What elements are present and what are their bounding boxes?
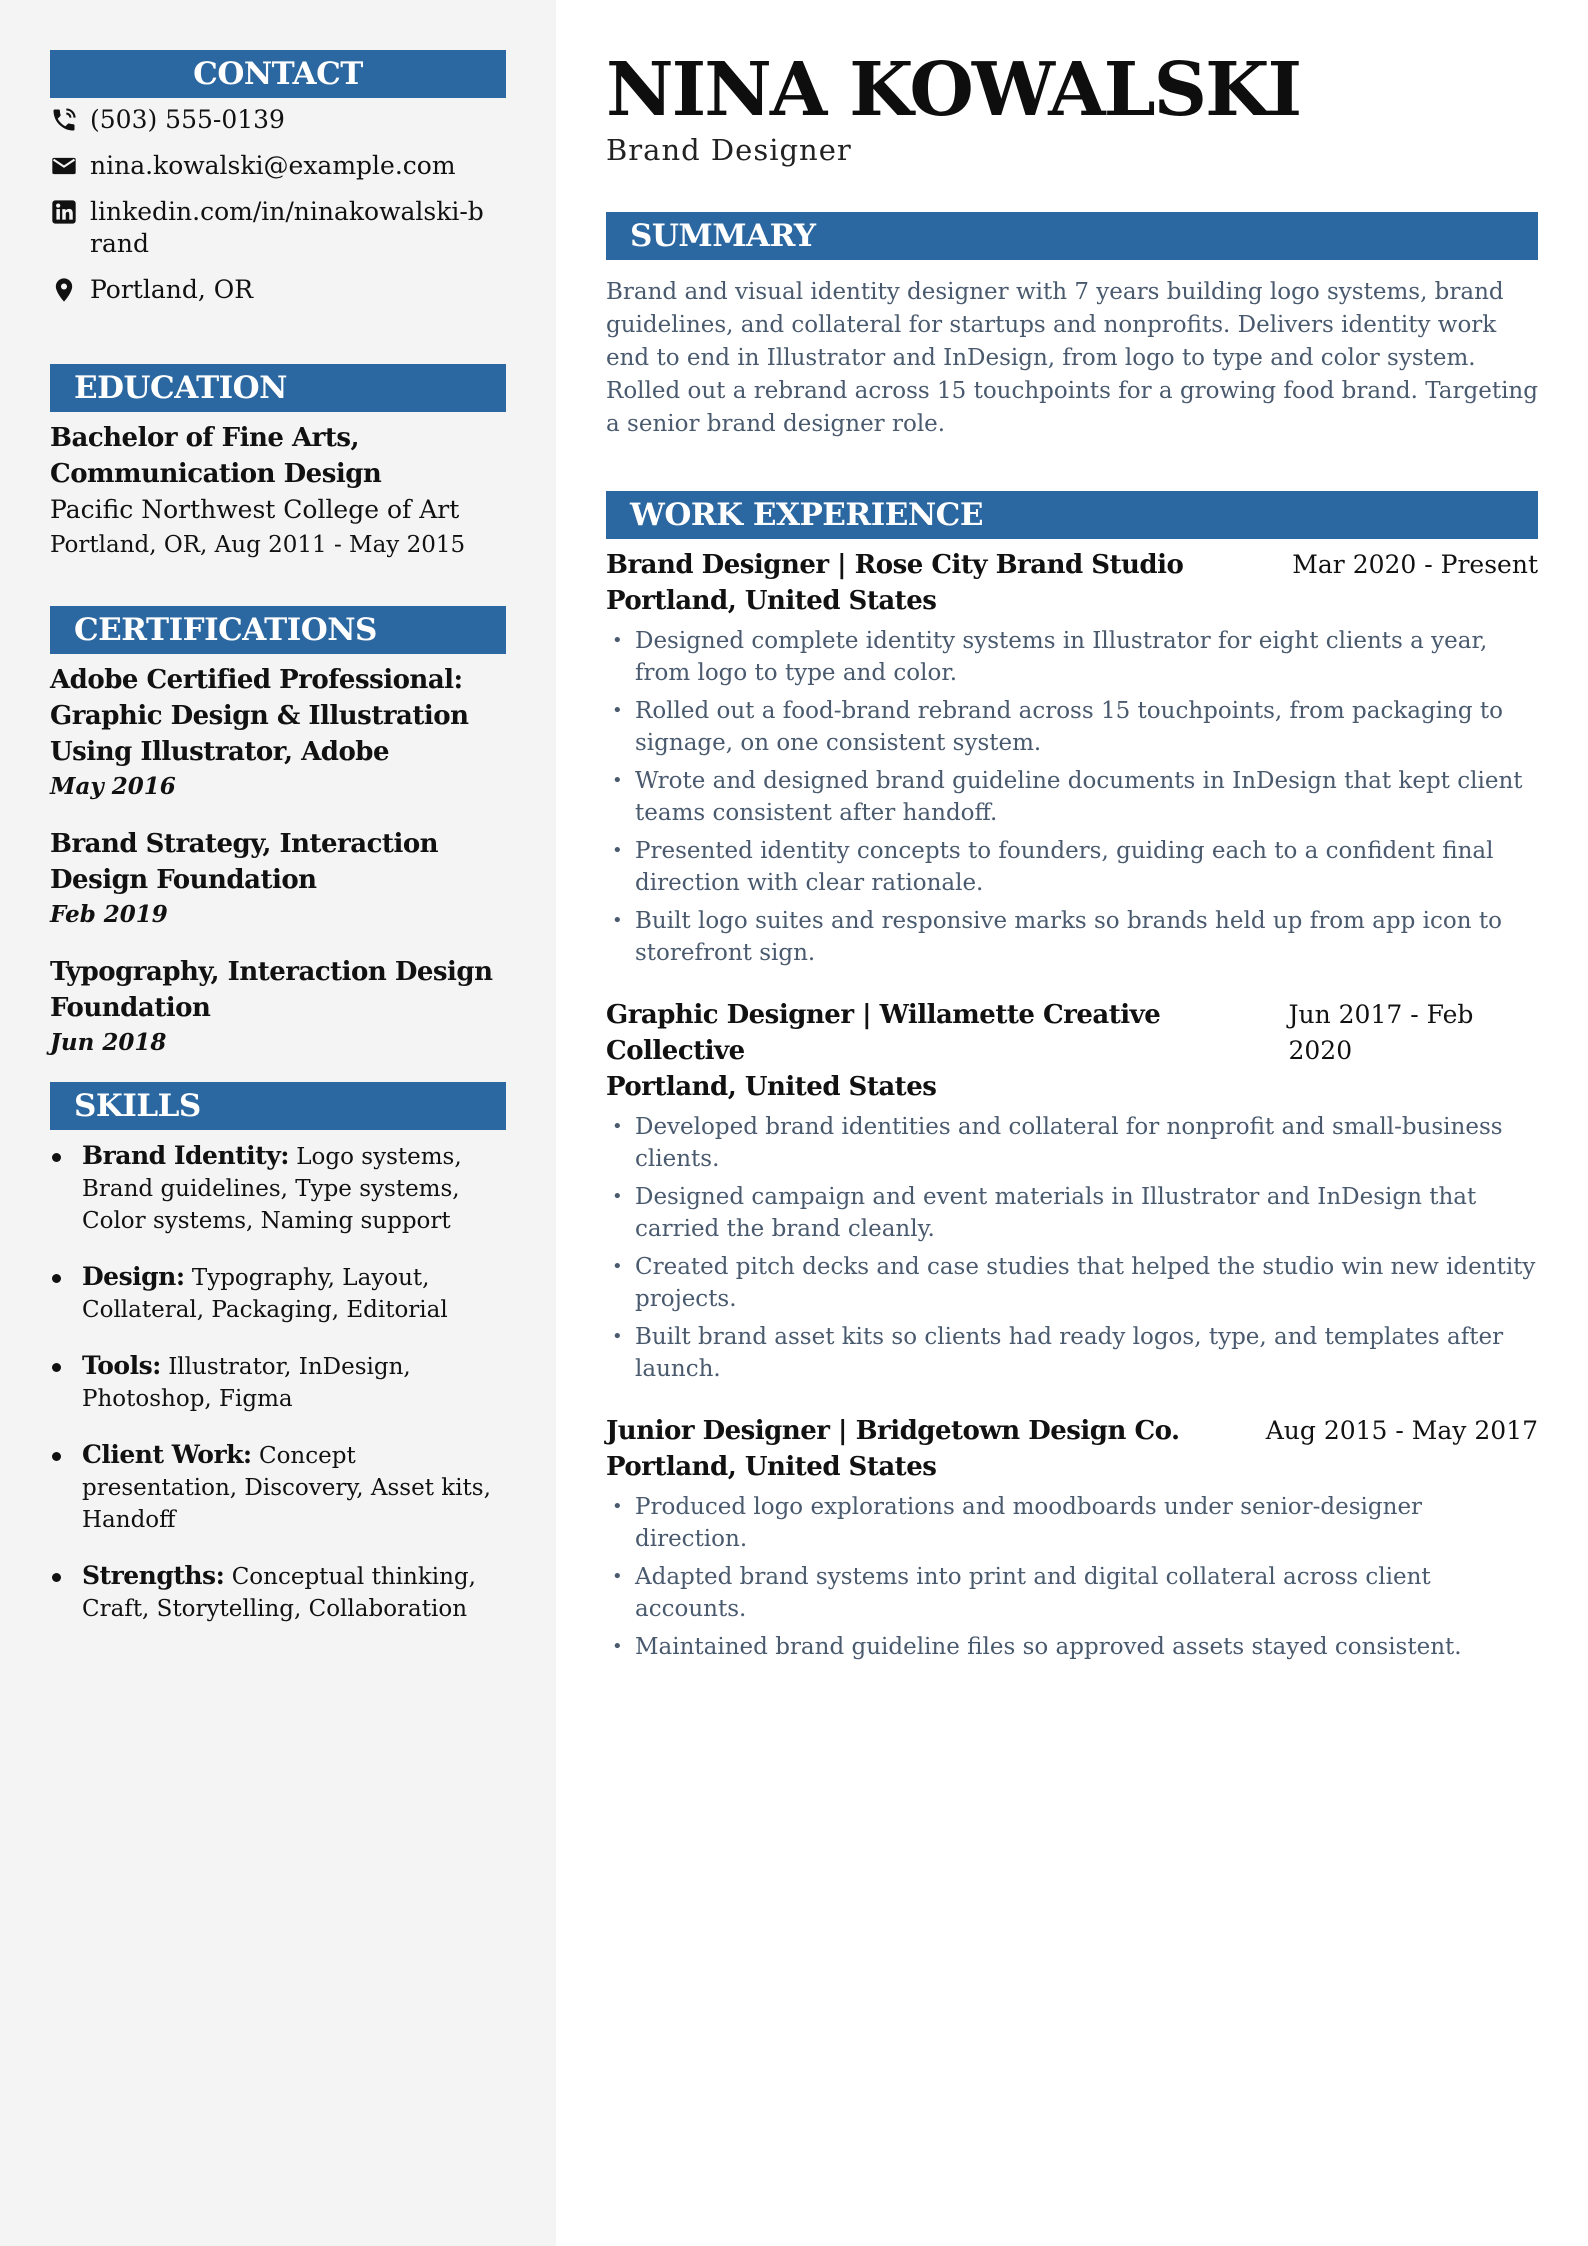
job-bullet: • Built brand asset kits so clients had ready logos, type, and templates after launch. — [606, 1321, 1538, 1385]
certifications-list — [50, 662, 506, 1060]
skills-heading: SKILLS — [50, 1082, 506, 1130]
education-entry — [50, 420, 506, 562]
job-bullet: • Developed brand identities and collateral for nonprofit and small-business clients. — [606, 1111, 1538, 1175]
certification-name: Brand Strategy, Interaction Design Foundation — [50, 829, 439, 895]
job-bullet: • Maintained brand guideline files so approved assets stayed consistent. — [606, 1631, 1538, 1663]
certification-date: Feb 2019 — [50, 901, 168, 928]
contact-email-text[interactable]: nina.kowalski@example.com — [90, 151, 456, 180]
candidate-name: NINA KOWALSKI — [606, 47, 1301, 133]
skill-item — [50, 1439, 506, 1536]
skill-value: Logo systems, Brand guidelines, Type systems, Color systems, Naming support — [82, 1144, 462, 1234]
job-title: Junior Designer | Bridgetown Design Co. — [606, 1416, 1180, 1446]
skill-label: Client Work: — [82, 1440, 252, 1469]
skill-item — [50, 1350, 506, 1415]
job-dates: Aug 2015 - May 2017 — [1265, 1416, 1538, 1445]
skill-label: Strengths: — [82, 1561, 225, 1590]
education-heading: EDUCATION — [50, 364, 506, 412]
job-dates: Mar 2020 - Present — [1292, 550, 1538, 579]
job-bullet: • Presented identity concepts to founders, guiding each to a confident final direction with clear rationale. — [606, 835, 1538, 899]
skill-value: Conceptual thinking, Craft, Storytelling, Collaboration — [82, 1564, 476, 1622]
contact-linkedin — [50, 196, 506, 260]
job-bullet: • Produced logo explorations and moodboards under senior-designer direction. — [606, 1491, 1538, 1555]
summary-heading: SUMMARY — [606, 212, 1538, 260]
work-heading: WORK EXPERIENCE — [606, 491, 1538, 539]
certification-item — [50, 954, 506, 1060]
job-entry — [606, 547, 1538, 969]
skill-label: Design: — [82, 1262, 185, 1291]
skill-item — [50, 1140, 506, 1237]
job-bullet: • Designed campaign and event materials in Illustrator and InDesign that carried the brand cleanly. — [606, 1181, 1538, 1245]
linkedin-icon — [50, 196, 80, 228]
job-bullet: • Designed complete identity systems in Illustrator for eight clients a year, from logo to type and color. — [606, 625, 1538, 689]
skills-list — [50, 1140, 506, 1625]
job-bullets — [606, 1491, 1538, 1663]
job-bullets — [606, 1111, 1538, 1385]
education-school: Pacific Northwest College of Art — [50, 495, 460, 524]
skill-item — [50, 1560, 506, 1625]
sidebar-content — [50, 50, 506, 1649]
job-location: Portland, United States — [606, 1452, 937, 1482]
job-bullet: • Created pitch decks and case studies that helped the studio win new identity projects. — [606, 1251, 1538, 1315]
email-icon — [50, 150, 80, 182]
job-bullet: • Rolled out a food-brand rebrand across 15 touchpoints, from packaging to signage, on one consistent system. — [606, 695, 1538, 759]
certification-date: May 2016 — [50, 773, 176, 800]
skill-value: Typography, Layout, Collateral, Packaging, Editorial — [82, 1265, 448, 1323]
certifications-heading: CERTIFICATIONS — [50, 606, 506, 654]
certification-name: Typography, Interaction Design Foundation — [50, 957, 493, 1023]
job-location: Portland, United States — [606, 586, 937, 616]
contact-email — [50, 150, 506, 182]
job-header — [606, 1413, 1538, 1449]
contact-list — [50, 104, 506, 306]
education-degree: Bachelor of Fine Arts, Communication Design — [50, 423, 382, 489]
certification-name: Adobe Certified Professional: Graphic Design & Illustration Using Illustrator, Adobe — [50, 665, 469, 767]
job-location: Portland, United States — [606, 1072, 937, 1102]
job-bullet: • Built logo suites and responsive marks so brands held up from app icon to storefront sign. — [606, 905, 1538, 969]
certification-item — [50, 662, 506, 804]
job-dates: Jun 2017 - Feb 2020 — [1288, 1000, 1474, 1065]
skill-item — [50, 1261, 506, 1326]
skill-label: Brand Identity: — [82, 1141, 289, 1170]
skill-value: Concept presentation, Discovery, Asset kits, Handoff — [82, 1443, 491, 1533]
job-bullet: • Adapted brand systems into print and digital collateral across client accounts. — [606, 1561, 1538, 1625]
phone-icon — [50, 104, 80, 136]
job-bullet: • Wrote and designed brand guideline documents in InDesign that kept client teams consistent after handoff. — [606, 765, 1538, 829]
skill-label: Tools: — [82, 1351, 161, 1380]
certification-date: Jun 2018 — [50, 1029, 167, 1056]
contact-location — [50, 274, 506, 306]
contact-heading: CONTACT — [50, 50, 506, 98]
skill-value: Illustrator, InDesign, Photoshop, Figma — [82, 1354, 411, 1412]
summary-text: Brand and visual identity designer with 7 years building logo systems, brand guidelines, and collateral for startups and nonprofits. Delivers identity work end to end in Illustrator and InDesign, from logo to type and color system. Rolled out a rebrand across 15 touchpoints for a growing food brand. Targeting a senior brand designer role. — [606, 279, 1538, 437]
contact-location-text: Portland, OR — [90, 275, 254, 304]
job-title: Brand Designer | Rose City Brand Studio — [606, 550, 1184, 580]
job-entry — [606, 997, 1538, 1385]
contact-linkedin-text[interactable]: linkedin.com/in/ninakowalski-brand — [90, 197, 484, 258]
education-meta: Portland, OR, Aug 2011 - May 2015 — [50, 532, 466, 558]
contact-phone-text: (503) 555-0139 — [90, 105, 285, 134]
sidebar — [0, 0, 556, 2246]
job-header — [606, 997, 1538, 1069]
job-header — [606, 547, 1538, 583]
location-icon — [50, 274, 80, 306]
main-content — [606, 47, 1538, 1691]
job-title: Graphic Designer | Willamette Creative Collective — [606, 1000, 1161, 1066]
job-entry — [606, 1413, 1538, 1663]
candidate-role: Brand Designer — [606, 133, 852, 167]
contact-phone — [50, 104, 506, 136]
job-bullets — [606, 625, 1538, 969]
certification-item — [50, 826, 506, 932]
